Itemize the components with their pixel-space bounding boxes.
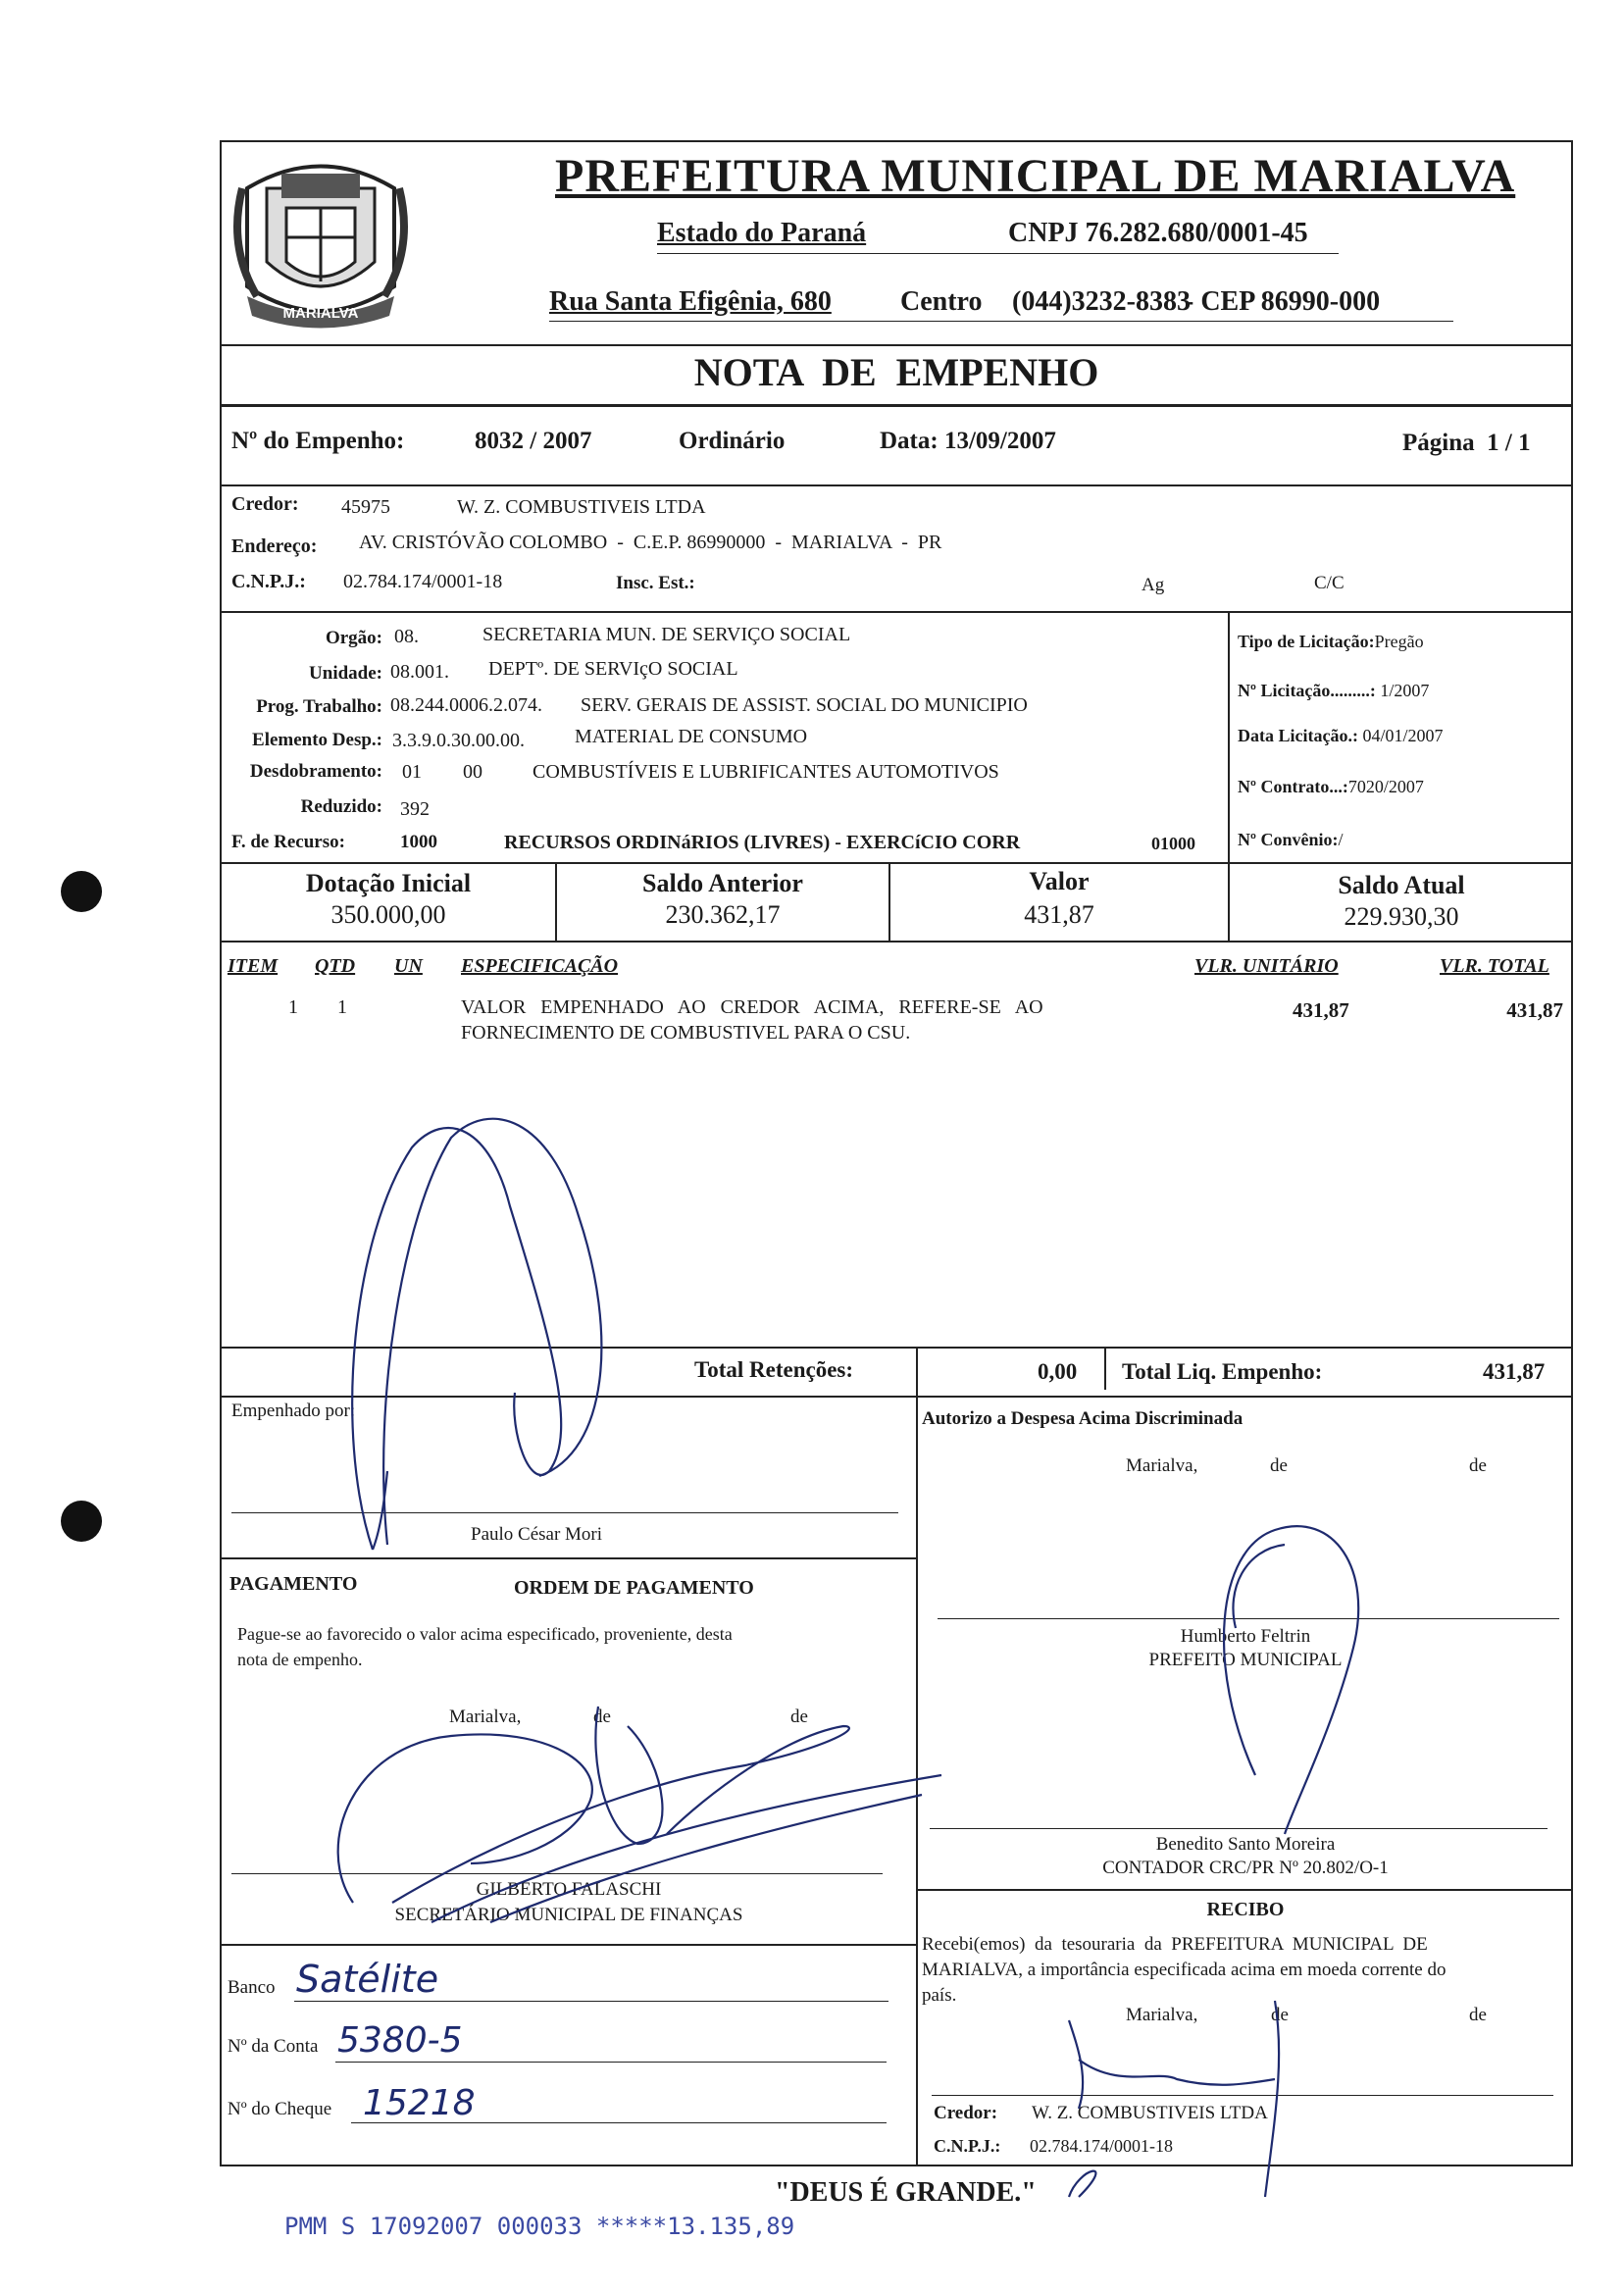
elemento-label: Elemento Desp.: [252, 730, 382, 750]
recurso-code2: 01000 [1151, 834, 1195, 853]
rule-items [220, 1347, 1573, 1349]
desdobramento-code2: 00 [463, 761, 482, 783]
item-unit-price: 431,87 [1293, 998, 1349, 1022]
desdobramento-code1: 01 [402, 761, 422, 783]
credor-address: AV. CRISTÓVÃO COLOMBO - C.E.P. 86990000 - MARIALVA - PR [359, 532, 942, 553]
cnpj-label: C.N.P.J.: [231, 571, 306, 592]
contrato-label [1238, 777, 1424, 797]
pagamento-label: PAGAMENTO [229, 1573, 358, 1595]
conta-label: Nº da Conta [228, 2036, 319, 2057]
rule-contador [916, 1889, 1573, 1891]
liq-empenho-value: 431,87 [1483, 1359, 1546, 1384]
cheque-line [351, 2122, 887, 2123]
recibo-line2: MARIALVA, a importância especificada acima em moeda corrente do [922, 1960, 1446, 1980]
ag-label: Ag [1142, 575, 1165, 595]
convenio-label-text: Nº Convênio: [1238, 830, 1339, 849]
municipality-title: PREFEITURA MUNICIPAL DE MARIALVA [555, 150, 1516, 202]
address-underline [549, 321, 1453, 322]
prefeito-title: PREFEITO MUNICIPAL [1148, 1650, 1343, 1670]
saldo-anterior-value: 230.362,17 [665, 900, 781, 929]
logo-banner-text: MARIALVA [282, 305, 359, 322]
desdobramento-name: COMBUSTÍVEIS E LUBRIFICANTES AUTOMOTIVOS [533, 761, 999, 783]
rule-retencoes [220, 1396, 1573, 1398]
prefeito-name: Humberto Feltrin [1180, 1626, 1311, 1647]
prog-name: SERV. GERAIS DE ASSIST. SOCIAL DO MUNICIPIO [581, 694, 1028, 716]
header-district: Centro [900, 286, 983, 317]
credor-name: W. Z. COMBUSTIVEIS LTDA [457, 496, 706, 518]
dotacao-value: 350.000,00 [330, 900, 446, 929]
contador-title: CONTADOR CRC/PR Nº 20.802/O-1 [1102, 1858, 1389, 1878]
valor-label: Valor [1029, 867, 1090, 895]
col-un: UN [394, 955, 423, 977]
state-name: Estado do Paraná [657, 218, 867, 248]
item-qtd: 1 [337, 996, 347, 1018]
col-qtd: QTD [315, 955, 356, 977]
autorizo-de-1: de [1270, 1455, 1288, 1476]
rule-title [220, 404, 1573, 407]
cheque-value: 15218 [363, 2083, 476, 2123]
credor-cnpj: 02.784.174/0001-18 [343, 571, 503, 592]
autorizo-de-2: de [1469, 1455, 1487, 1476]
item-spec-line2: FORNECIMENTO DE COMBUSTIVEL PARA O CSU. [461, 1022, 911, 1044]
elemento-code: 3.3.9.0.30.00.00. [392, 730, 525, 751]
data-licitacao-value: 04/01/2007 [1362, 726, 1444, 745]
recibo-title: RECIBO [1206, 1899, 1285, 1920]
header-underline [657, 253, 1339, 254]
recibo-cnpj: 02.784.174/0001-18 [1030, 2136, 1173, 2156]
rule-header [220, 344, 1573, 346]
orgao-label: Orgão: [325, 628, 382, 648]
prog-label: Prog. Trabalho: [256, 696, 382, 717]
rule-pagamento [220, 1944, 916, 1946]
endereco-label: Endereço: [231, 535, 318, 557]
pagamento-text-line2: nota de empenho. [237, 1650, 363, 1669]
recibo-de-1: de [1271, 2005, 1289, 2025]
convenio-label [1238, 830, 1343, 850]
convenio-value: / [1338, 830, 1344, 849]
col-total: VLR. TOTAL [1440, 955, 1549, 977]
orgao-name: SECRETARIA MUN. DE SERVIÇO SOCIAL [482, 624, 851, 645]
data-licitacao-label [1238, 726, 1443, 746]
punch-hole-bottom [61, 1501, 102, 1542]
col-item: ITEM [228, 955, 279, 977]
header-address: Rua Santa Efigênia, 680 [549, 286, 832, 317]
item-number: 1 [288, 996, 298, 1018]
retencoes-label: Total Retenções: [694, 1357, 854, 1382]
recibo-signature-line [932, 2095, 1553, 2096]
col-unit: VLR. UNITÁRIO [1194, 955, 1339, 977]
empenho-num-label: Nº do Empenho: [231, 428, 405, 454]
pagamento-place: Marialva, [449, 1707, 522, 1727]
item-spec-line1: VALOR EMPENHADO AO CREDOR ACIMA, REFERE-SE AO [461, 996, 1043, 1018]
num-licitacao-label [1238, 681, 1429, 701]
rule-empenhado [220, 1557, 916, 1559]
autorizo-label: Autorizo a Despesa Acima Discriminada [922, 1408, 1243, 1429]
recibo-line3: país. [922, 1985, 957, 2006]
saldo-atual-value: 229.930,30 [1344, 902, 1459, 931]
empenho-number: 8032 / 2007 [475, 428, 592, 454]
conta-line [335, 2062, 887, 2063]
num-licitacao-label-text: Nº Licitação.........: [1238, 681, 1376, 700]
contrato-label-text: Nº Contrato...: [1238, 777, 1348, 796]
rule-totals [220, 941, 1573, 943]
recurso-label: F. de Recurso: [231, 832, 345, 852]
cc-label: C/C [1314, 573, 1345, 593]
header-cep: - CEP 86990-000 [1185, 286, 1381, 317]
rule-credor [220, 611, 1573, 613]
unidade-name: DEPTº. DE SERVIçO SOCIAL [488, 658, 738, 680]
col-espec: ESPECIFICAÇÃO [461, 955, 619, 977]
contador-signature-line [930, 1828, 1548, 1829]
cnpj-header: CNPJ 76.282.680/0001-45 [1008, 218, 1308, 248]
empenhado-label: Empenhado por: [231, 1401, 356, 1421]
credor-code: 45975 [341, 496, 390, 518]
banco-line [294, 2001, 888, 2002]
credor-label: Credor: [231, 493, 299, 515]
saldo-atual-label: Saldo Atual [1338, 871, 1465, 899]
signature-center-divider [916, 1396, 918, 2166]
coat-of-arms-logo [228, 149, 414, 335]
saldo-anterior-label: Saldo Anterior [642, 869, 803, 897]
reduzido-label: Reduzido: [300, 796, 382, 817]
empenhado-name: Paulo César Mori [471, 1524, 603, 1545]
reduzido-value: 392 [400, 798, 430, 820]
desdobramento-label: Desdobramento: [249, 761, 382, 782]
footer-motto: "DEUS É GRANDE." [775, 2177, 1037, 2208]
rule-empenho [220, 484, 1573, 486]
pagamento-de-2: de [790, 1707, 808, 1727]
prefeito-signature-line [938, 1618, 1559, 1619]
secretario-name: GILBERTO FALASCHI [476, 1879, 662, 1900]
recibo-place: Marialva, [1126, 2005, 1198, 2025]
recibo-credor-label: Credor: [934, 2103, 998, 2123]
liq-empenho-label: Total Liq. Empenho: [1122, 1359, 1323, 1384]
tipo-licitacao-label [1238, 632, 1424, 652]
retencoes-value: 0,00 [1038, 1359, 1078, 1384]
prog-code: 08.244.0006.2.074. [390, 694, 542, 716]
valor-value: 431,87 [1024, 900, 1094, 929]
unidade-label: Unidade: [309, 663, 382, 684]
recibo-line1: Recebi(emos) da tesouraria da PREFEITURA MUNICIPAL DE [922, 1934, 1428, 1955]
ordem-pagamento-label: ORDEM DE PAGAMENTO [514, 1577, 754, 1599]
orgao-code: 08. [394, 626, 419, 647]
empenho-date: Data: 13/09/2007 [880, 428, 1056, 454]
insc-est-label: Insc. Est.: [616, 573, 695, 593]
item-total-price: 431,87 [1506, 998, 1563, 1022]
pagamento-de-1: de [593, 1707, 611, 1727]
rule-budget [220, 862, 1573, 864]
budget-divider [1228, 611, 1230, 862]
retencoes-div-2 [1104, 1347, 1106, 1390]
contrato-value: 7020/2007 [1347, 777, 1424, 796]
cheque-label: Nº do Cheque [228, 2099, 332, 2119]
page-number: Página 1 / 1 [1402, 430, 1531, 456]
punch-hole-top [61, 871, 102, 912]
elemento-name: MATERIAL DE CONSUMO [575, 726, 808, 747]
num-licitacao-value: 1/2007 [1380, 681, 1430, 700]
data-licitacao-label-text: Data Licitação.: [1238, 726, 1358, 745]
pagamento-text-line1: Pague-se ao favorecido o valor acima especificado, proveniente, desta [237, 1624, 733, 1644]
secretario-signature-line [231, 1873, 883, 1874]
tipo-licitacao-label-text: Tipo de Licitação: [1238, 632, 1375, 651]
header-phone: (044)3232-8383 [1012, 286, 1191, 317]
secretario-title: SECRETÁRIO MUNICIPAL DE FINANÇAS [394, 1905, 743, 1925]
retencoes-div-1 [916, 1347, 918, 1396]
tipo-licitacao-value: Pregão [1374, 632, 1424, 651]
empenho-type: Ordinário [679, 428, 786, 454]
contador-name: Benedito Santo Moreira [1155, 1834, 1336, 1855]
recurso-code: 1000 [400, 832, 437, 852]
unidade-code: 08.001. [390, 661, 449, 683]
autorizo-place: Marialva, [1126, 1455, 1198, 1476]
recibo-cnpj-label: C.N.P.J.: [934, 2136, 1001, 2156]
banco-value: Satélite [296, 1958, 439, 2001]
dotacao-label: Dotação Inicial [305, 869, 472, 897]
banco-label: Banco [228, 1977, 276, 1998]
empenhado-signature-line [231, 1512, 898, 1513]
doc-title: NOTA DE EMPENHO [693, 350, 1099, 394]
recibo-de-2: de [1469, 2005, 1487, 2025]
payment-stamp: PMM S 17092007 000033 *****13.135,89 [284, 2213, 795, 2240]
conta-value: 5380-5 [337, 2020, 463, 2061]
recibo-credor: W. Z. COMBUSTIVEIS LTDA [1032, 2103, 1268, 2123]
recurso-name: RECURSOS ORDINáRIOS (LIVRES) - EXERCíCIO CORR [504, 832, 1021, 853]
